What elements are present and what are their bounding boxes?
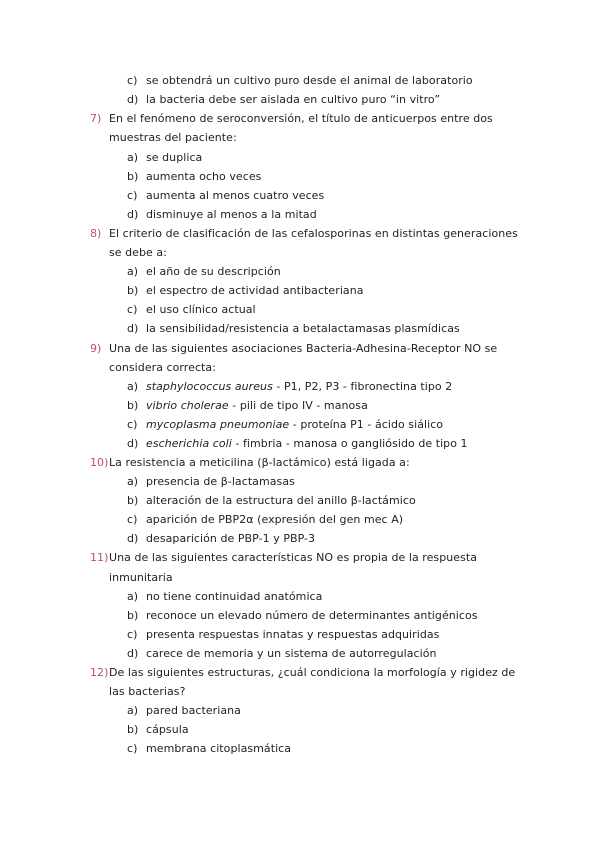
species-name: vibrio cholerae [146, 399, 229, 412]
option-text: disminuye al menos a la mitad [146, 208, 317, 221]
question-text-line: El criterio de clasificación de las cefalosporinas en distintas generaciones [109, 227, 518, 240]
option-letter: a) [127, 475, 139, 488]
species-name: mycoplasma pneumoniae [146, 418, 290, 431]
question-text-line: Una de las siguientes asociaciones Bacteria-Adhesina-Receptor NO se [109, 342, 498, 355]
option-text: aumenta ocho veces [146, 170, 262, 183]
question-text-line: considera correcta: [109, 361, 216, 374]
option-b [127, 170, 261, 184]
option-text: aparición de PBP2α (expresión del gen mec A) [146, 513, 404, 526]
option-b [127, 399, 368, 413]
species-name: escherichia coli [146, 437, 232, 450]
option-text: se obtendrá un cultivo puro desde el animal de laboratorio [146, 74, 473, 87]
option-a [127, 590, 322, 604]
option-letter: d) [127, 93, 139, 106]
option-letter: c) [127, 513, 138, 526]
option-text: la bacteria debe ser aislada en cultivo puro “in vitro” [146, 93, 441, 106]
option-letter: b) [127, 399, 139, 412]
option-a [127, 265, 281, 279]
question-number: 9) [90, 342, 102, 355]
option-text: el espectro de actividad antibacteriana [146, 284, 364, 297]
option-text: cápsula [146, 723, 189, 736]
option-c [127, 513, 403, 527]
option-a [127, 380, 452, 394]
option-letter: b) [127, 609, 139, 622]
option-text: no tiene continuidad anatómica [146, 590, 323, 603]
option-text: - fimbria - manosa o gangliósido de tipo 1 [231, 437, 468, 450]
option-letter: a) [127, 151, 139, 164]
option-d [127, 208, 317, 222]
option-text: se duplica [146, 151, 203, 164]
option-letter: c) [127, 418, 138, 431]
option-letter: c) [127, 628, 138, 641]
option-text: presenta respuestas innatas y respuestas adquiridas [146, 628, 440, 641]
option-d [127, 93, 440, 107]
question-text-line: Una de las siguientes características NO es propia de la respuesta [109, 551, 478, 564]
option-letter: c) [127, 742, 138, 755]
option-a [127, 151, 202, 165]
option-letter: d) [127, 208, 139, 221]
option-c [127, 418, 443, 432]
option-letter: b) [127, 494, 139, 507]
option-letter: d) [127, 322, 139, 335]
option-text: carece de memoria y un sistema de autorregulación [146, 647, 437, 660]
question-number: 10) [90, 456, 109, 469]
option-text: membrana citoplasmática [146, 742, 292, 755]
option-c [127, 74, 473, 88]
option-a [127, 475, 295, 489]
option-text: - P1, P2, P3 - fibronectina tipo 2 [272, 380, 453, 393]
option-letter: d) [127, 647, 139, 660]
option-text: desaparición de PBP-1 y PBP-3 [146, 532, 316, 545]
option-text: - pili de tipo IV - manosa [228, 399, 368, 412]
option-d [127, 437, 468, 451]
option-letter: c) [127, 189, 138, 202]
option-b [127, 609, 478, 623]
option-c [127, 742, 291, 756]
option-b [127, 284, 364, 298]
option-text: reconoce un elevado número de determinantes antigénicos [146, 609, 478, 622]
option-c [127, 189, 324, 203]
question-text-line: inmunitaria [109, 571, 173, 584]
option-d [127, 647, 437, 661]
species-name: staphylococcus aureus [146, 380, 273, 393]
question-text-line: De las siguientes estructuras, ¿cuál condiciona la morfología y rigidez de [109, 666, 516, 679]
option-text: pared bacteriana [146, 704, 241, 717]
option-text: el uso clínico actual [146, 303, 256, 316]
option-letter: a) [127, 265, 139, 278]
option-letter: c) [127, 74, 138, 87]
option-a [127, 704, 241, 718]
question-number: 7) [90, 112, 102, 125]
option-text: - proteína P1 - ácido siálico [289, 418, 444, 431]
question-number: 12) [90, 666, 109, 679]
option-b [127, 723, 189, 737]
option-text: el año de su descripción [146, 265, 281, 278]
option-letter: b) [127, 170, 139, 183]
option-letter: d) [127, 532, 139, 545]
question-text-line: muestras del paciente: [109, 131, 237, 144]
option-b [127, 494, 416, 508]
question-number: 11) [90, 551, 109, 564]
question-text-line: las bacterias? [109, 685, 186, 698]
question-text-line: La resistencia a meticilina (β-lactámico) está ligada a: [109, 456, 410, 469]
option-letter: a) [127, 380, 139, 393]
option-c [127, 628, 439, 642]
option-c [127, 303, 256, 317]
option-d [127, 532, 315, 546]
option-text: presencia de β-lactamasas [146, 475, 295, 488]
question-number: 8) [90, 227, 102, 240]
option-letter: b) [127, 284, 139, 297]
option-text: la sensibilidad/resistencia a betalactamasas plasmídicas [146, 322, 460, 335]
option-letter: a) [127, 704, 139, 717]
question-text-line: se debe a: [109, 246, 167, 259]
option-text: aumenta al menos cuatro veces [146, 189, 325, 202]
option-letter: c) [127, 303, 138, 316]
option-d [127, 322, 460, 336]
option-letter: a) [127, 590, 139, 603]
option-text: alteración de la estructura del anillo β-lactámico [146, 494, 416, 507]
option-letter: d) [127, 437, 139, 450]
option-letter: b) [127, 723, 139, 736]
question-text-line: En el fenómeno de seroconversión, el título de anticuerpos entre dos [109, 112, 493, 125]
